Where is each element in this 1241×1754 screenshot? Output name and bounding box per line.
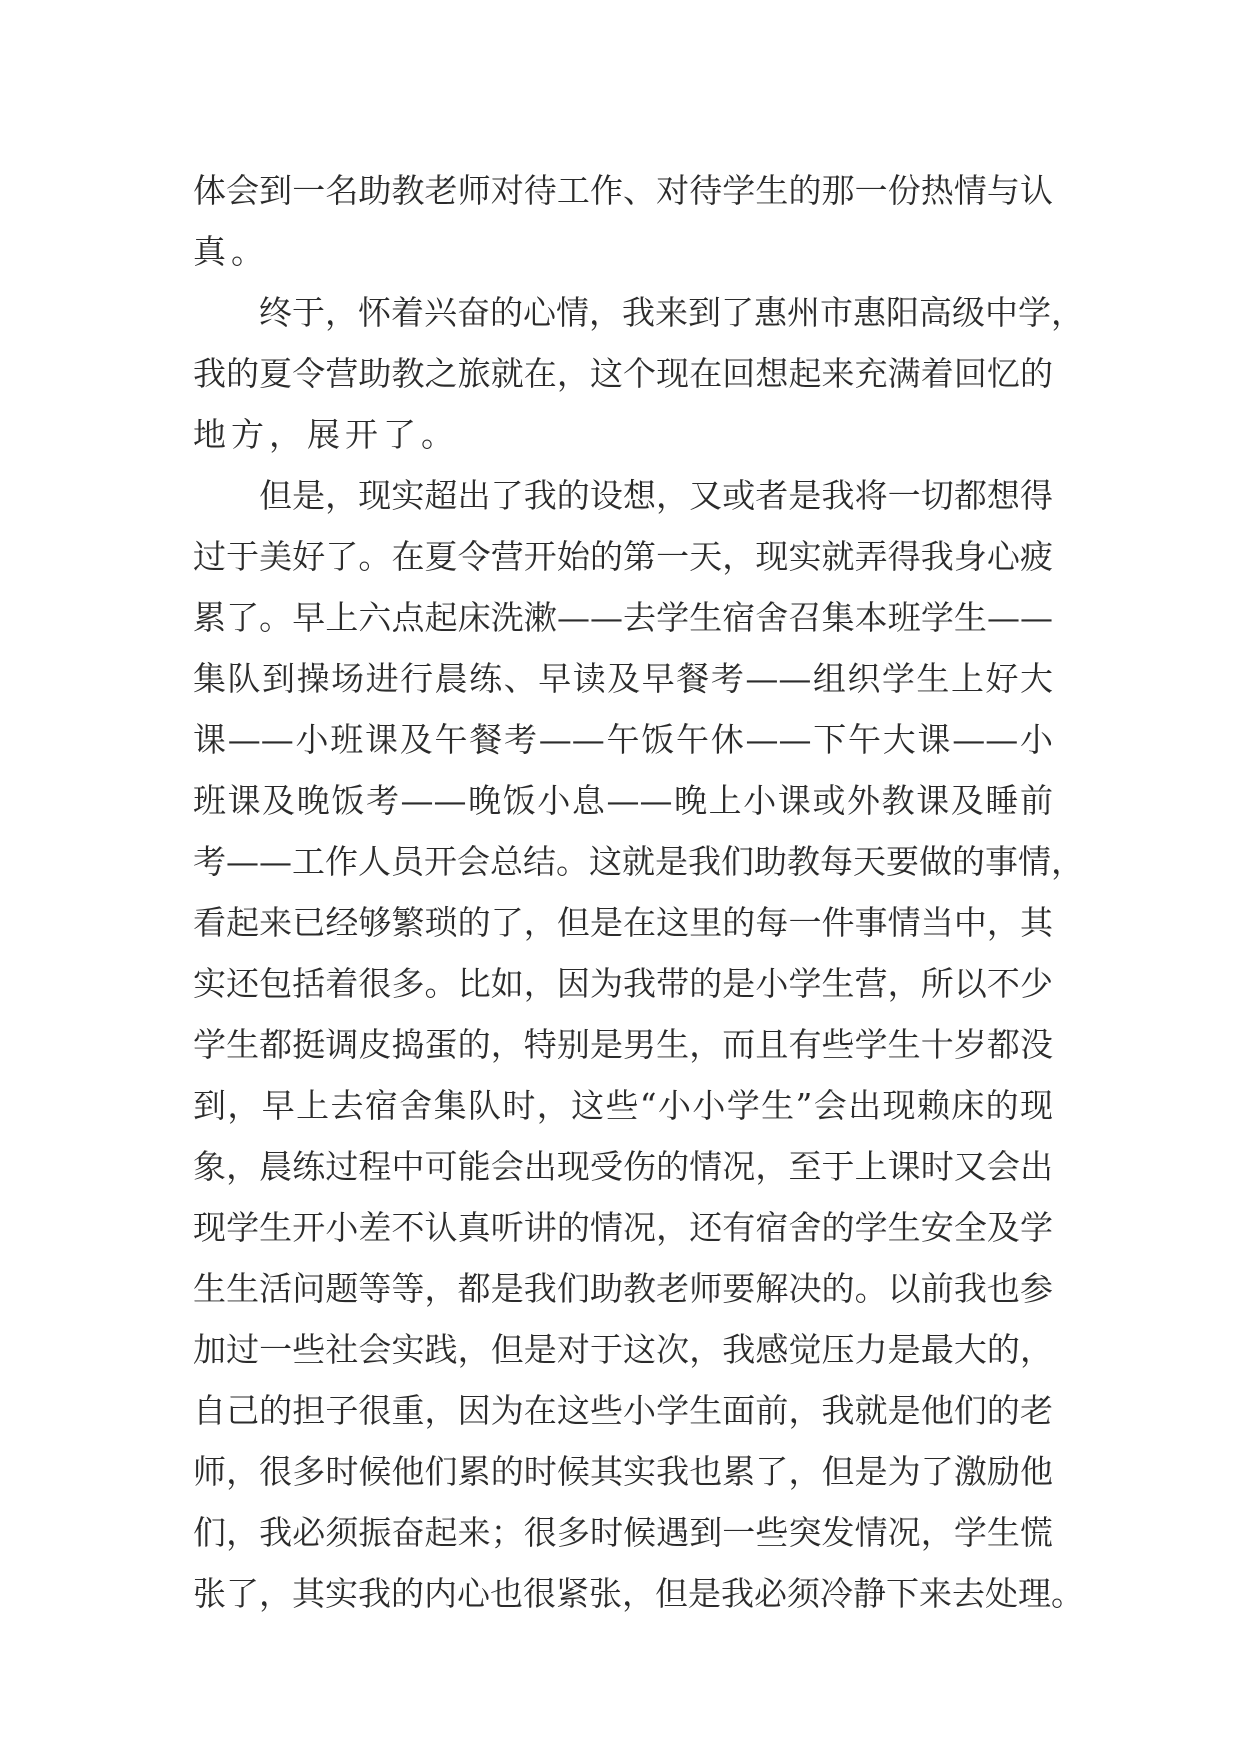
text-line: 学生都挺调皮捣蛋的，特别是男生，而且有些学生十岁都没 [193,1025,1053,1064]
text-line: 象，晨练过程中可能会出现受伤的情况，至于上课时又会出 [193,1147,1053,1186]
text-line: 课——小班课及午餐考——午饭午休——下午大课——小 [193,720,1053,759]
text-line: 自己的担子很重，因为在这些小学生面前，我就是他们的老 [193,1391,1053,1430]
text-line: 师，很多时候他们累的时候其实我也累了，但是为了激励他 [193,1452,1053,1491]
text-line: 集队到操场进行晨练、早读及早餐考——组织学生上好大 [193,659,1053,698]
text-line: 考——工作人员开会总结。这就是我们助教每天要做的事情， [193,842,1084,881]
text-line: 生生活问题等等，都是我们助教老师要解决的。以前我也参 [193,1269,1053,1308]
paragraph-first-line: 但是，现实超出了我的设想，又或者是我将一切都想得 [259,476,1053,515]
text-line: 地方，展开了。 [193,415,459,454]
text-line: 班课及晚饭考——晚饭小息——晚上小课或外教课及睡前 [193,781,1053,820]
text-line: 过于美好了。在夏令营开始的第一天，现实就弄得我身心疲 [193,537,1053,576]
text-line: 实还包括着很多。比如，因为我带的是小学生营，所以不少 [193,964,1053,1003]
text-line: 看起来已经够繁琐的了，但是在这里的每一件事情当中，其 [193,903,1053,942]
document-body [193,160,1084,1624]
text-line: 现学生开小差不认真听讲的情况，还有宿舍的学生安全及学 [193,1208,1053,1247]
text-line: 们，我必须振奋起来；很多时候遇到一些突发情况，学生慌 [193,1513,1053,1552]
text-line: 体会到一名助教老师对待工作、对待学生的那一份热情与认 [193,171,1053,210]
text-line: 加过一些社会实践，但是对于这次，我感觉压力是最大的， [193,1330,1053,1369]
text-line: 张了，其实我的内心也很紧张，但是我必须冷静下来去处理。 [193,1574,1084,1613]
paragraph-first-line: 终于，怀着兴奋的心情，我来到了惠州市惠阳高级中学， [259,293,1084,332]
text-line: 真。 [193,232,269,271]
text-line: 累了。早上六点起床洗漱——去学生宿舍召集本班学生—— [193,598,1053,637]
text-line: 我的夏令营助教之旅就在，这个现在回想起来充满着回忆的 [193,354,1053,393]
text-line: 到，早上去宿舍集队时，这些“小小学生”会出现赖床的现 [193,1086,1053,1125]
